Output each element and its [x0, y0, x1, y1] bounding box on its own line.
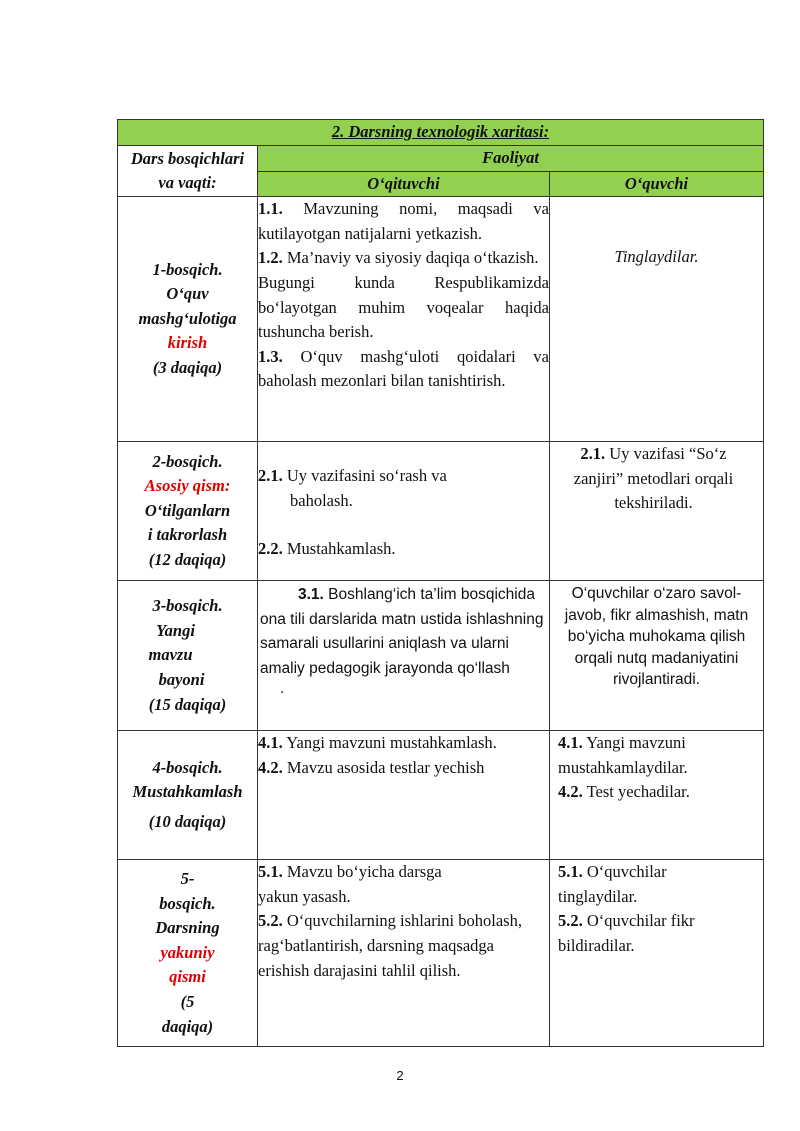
stage-label: O‘quv — [166, 284, 209, 304]
stage-cell-3 — [118, 581, 258, 731]
item-text: Ma’naviy va siyosiy daqiqa o‘tkazish. — [282, 248, 539, 268]
item-text: Mustahkamlash. — [282, 539, 396, 559]
stage-label-highlight: Asosiy qism: — [144, 476, 231, 496]
teacher-item — [258, 537, 549, 562]
stage-label-highlight: yakuniy — [160, 942, 215, 962]
item-number: 5.2. — [258, 911, 283, 931]
stage-cell-1 — [118, 197, 258, 442]
teacher-header-text: O‘qituvchi — [367, 173, 440, 193]
item-text: Yangi mavzuni mustahkamlash. — [282, 733, 497, 753]
teacher-item — [258, 909, 535, 983]
item-number: 4.2. — [258, 757, 283, 777]
stage-duration: (15 daqiqa) — [148, 694, 227, 714]
teacher-cell-5 — [258, 860, 550, 1047]
teacher-cell-1 — [258, 197, 550, 442]
page-number: 2 — [396, 1068, 404, 1083]
item-number: 5.2. — [558, 911, 583, 931]
item-number: 5.1. — [558, 862, 583, 882]
item-text: Tinglaydilar. — [614, 247, 699, 267]
stage-label: O‘tilganlarn — [144, 500, 231, 520]
stage-label: Darsning — [155, 918, 220, 938]
item-text: Mavzuning nomi, maqsadi va kutilayotgan natijalarni yetkazish. — [258, 199, 549, 243]
student-cell-4 — [550, 731, 764, 860]
item-text: Uy vazifasi “So‘z zanjiri” metodlari orqali tekshiriladi. — [573, 444, 734, 513]
teacher-item — [258, 731, 549, 756]
stage-header-line1: Dars bosqichlari — [130, 148, 245, 168]
stage-label: 4-bosqich. — [152, 757, 223, 777]
item-number: 1.1. — [258, 199, 283, 219]
item-text: Bugungi kunda Respublikamizda bo‘layotgan muhim voqealar haqida tushuncha berish. — [258, 272, 549, 342]
trailing-dot: . — [280, 679, 285, 697]
technological-map-table — [117, 119, 764, 1047]
teacher-cell-2 — [258, 442, 550, 581]
item-number: 2.1. — [580, 444, 606, 464]
teacher-item — [260, 583, 545, 681]
teacher-item — [258, 345, 549, 394]
teacher-column-header — [258, 171, 550, 197]
student-column-header — [550, 171, 764, 197]
stage-cell-5 — [118, 860, 258, 1047]
item-number: 2.1. — [258, 466, 283, 486]
table-row — [118, 731, 764, 860]
item-number: 4.2. — [558, 782, 583, 802]
activity-column-header — [258, 146, 764, 172]
stage-header-line2: va vaqti: — [158, 173, 217, 193]
student-cell-5 — [550, 860, 764, 1047]
teacher-item — [258, 756, 549, 781]
item-number: 1.2. — [258, 248, 283, 268]
student-item — [558, 731, 763, 780]
student-item — [558, 860, 723, 909]
student-cell-1 — [550, 197, 764, 442]
student-cell-2 — [550, 442, 764, 581]
stage-label: 2-bosqich. — [152, 451, 223, 471]
table-row — [118, 442, 764, 581]
teacher-item — [258, 271, 549, 345]
activity-header-text: Faoliyat — [482, 148, 539, 167]
table-title-cell — [118, 120, 764, 146]
student-cell-3 — [550, 581, 764, 731]
item-text: O‘quvchilar o‘zaro savol-javob, fikr almashish, matn bo‘yicha muhokama qilish orqali nutq madaniyatini rivojlantiradi. — [564, 585, 749, 689]
teacher-item — [258, 246, 549, 271]
table-row — [118, 197, 764, 442]
item-number: 3.1. — [298, 586, 324, 604]
student-item — [558, 909, 723, 958]
stage-label: mashg‘ulotiga — [138, 308, 237, 328]
item-text: O‘quvchilar fikr bildiradilar. — [558, 911, 695, 955]
stage-label-highlight: qismi — [169, 967, 206, 987]
item-text: O‘quvchilar tinglaydilar. — [558, 862, 667, 906]
stage-cell-4 — [118, 731, 258, 860]
item-number: 4.1. — [258, 733, 283, 753]
stage-duration: (10 daqiqa) — [148, 811, 227, 831]
teacher-item — [258, 197, 549, 246]
item-text: Test yechadilar. — [582, 782, 690, 802]
stage-label-highlight: kirish — [167, 333, 208, 353]
stage-label: 3-bosqich. — [152, 596, 223, 616]
item-text: Mavzu bo‘yicha darsga yakun yasash. — [258, 862, 442, 906]
item-text: Mavzu asosida testlar yechish — [282, 757, 485, 777]
teacher-item — [258, 860, 473, 909]
item-number: 4.1. — [558, 733, 583, 753]
item-number: 5.1. — [258, 862, 283, 882]
stage-label: i takrorlash — [147, 525, 228, 545]
stage-duration: daqiqa) — [161, 1016, 214, 1036]
stage-duration: (5 — [180, 992, 195, 1012]
stage-label: mavzu — [148, 645, 193, 665]
stage-label: Mustahkamlash — [132, 782, 243, 802]
stage-duration: (3 daqiqa) — [152, 358, 223, 378]
item-number: 1.3. — [258, 346, 283, 366]
stage-duration: (12 daqiqa) — [148, 550, 227, 570]
item-text: O‘quv mashg‘uloti qoidalari va baholash mezonlari bilan tanishtirish. — [258, 346, 549, 391]
stage-label: bayoni — [158, 669, 205, 689]
stage-cell-2 — [118, 442, 258, 581]
table-row — [118, 860, 764, 1047]
teacher-item — [258, 464, 510, 513]
student-item — [558, 780, 763, 805]
item-text: Boshlang‘ich ta’lim bosqichida ona tili darslarida matn ustida ishlashning samarali usullarini aniqlash va ularni amaliy pedagogik jarayonda qo‘llash — [260, 586, 544, 677]
stage-column-header — [118, 146, 258, 197]
item-number: 2.2. — [258, 539, 283, 559]
stage-label: bosqich. — [159, 893, 216, 913]
stage-label: 1-bosqich. — [152, 259, 223, 279]
item-text: Yangi mavzuni mustahkamlaydilar. — [558, 733, 688, 777]
stage-label: 5- — [180, 869, 195, 889]
stage-label: Yangi — [156, 620, 195, 640]
table-title: 2. Darsning texnologik xaritasi: — [331, 122, 550, 141]
item-text: Uy vazifasini so‘rash va baholash. — [282, 466, 447, 510]
teacher-cell-3 — [258, 581, 550, 731]
teacher-cell-4 — [258, 731, 550, 860]
student-header-text: O‘quvchi — [624, 173, 689, 193]
table-row — [118, 581, 764, 731]
item-text: O‘quvchilarning ishlarini boholash, rag‘batlantirish, darsning maqsadga erishish darajasini tahlil qilish. — [258, 911, 522, 980]
